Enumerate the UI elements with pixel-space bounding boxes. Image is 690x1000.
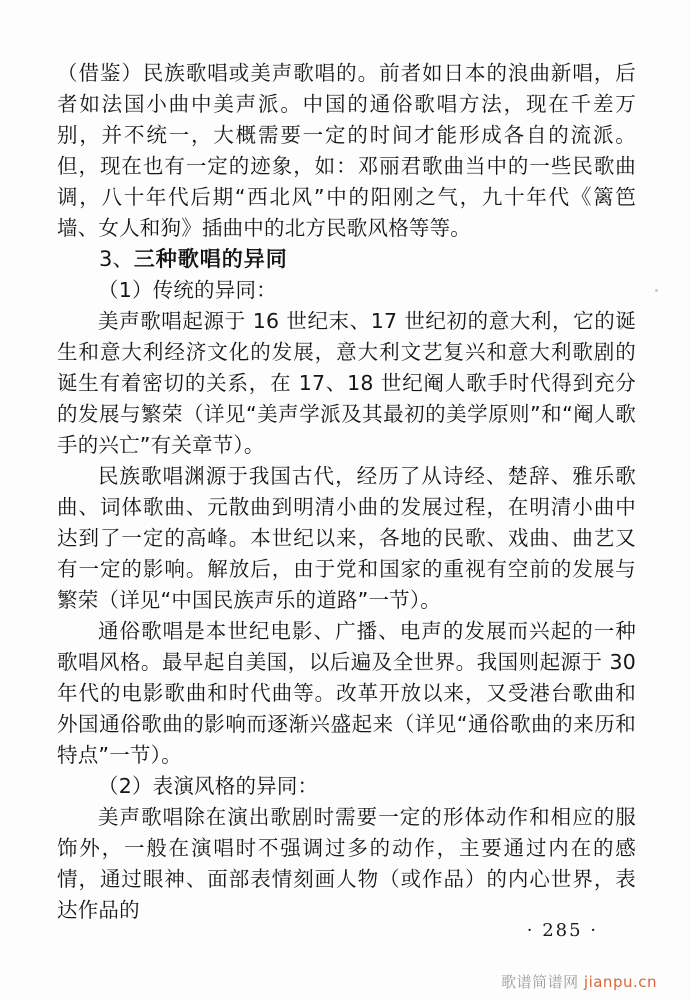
- subheading-tradition: （1）传统的异同：: [98, 278, 277, 302]
- paragraph-pop-singing: 通俗歌唱是本世纪电影、广播、电声的发展而兴起的一种歌唱风格。最早起自美国，以后遍及全世界。我国则起源于 30 年代的电影歌曲和时代曲等。改革开放以来，又受港台歌曲和外国通俗歌曲的影响而逐渐兴盛起来（详见“通俗歌曲的来历和特点”一节）。: [57, 619, 636, 767]
- page-number: · 285 ·: [526, 920, 598, 941]
- subheading-performance-style: （2）表演风格的异同：: [98, 774, 319, 798]
- scan-artifact-speck: [655, 289, 658, 292]
- section-heading-number: 3、: [99, 247, 134, 271]
- paragraph-intro-continuation: （借鉴）民族歌唱或美声歌唱的。前者如日本的浪曲新唱，后者如法国小曲中美声派。中国的通俗歌唱方法，现在千差万别，并不统一，大概需要一定的时间才能形成各自的流派。但，现在也有一定的迹象，如：邓丽君歌曲当中的一些民歌曲调，八十年代后期“西北风”中的阳刚之气，九十年代《篱笆墙、女人和狗》插曲中的北方民歌风格等等。: [57, 61, 636, 240]
- page-text-column: [57, 58, 636, 926]
- section-heading-title: 三种歌唱的异同: [133, 247, 288, 271]
- section-heading: [57, 244, 636, 275]
- paragraph-folk-singing: 民族歌唱渊源于我国古代，经历了从诗经、楚辞、雅乐歌曲、词体歌曲、元散曲到明清小曲的发展过程，在明清小曲中达到了一定的高峰。本世纪以来，各地的民歌、戏曲、曲艺又有一定的影响。解放后，由于党和国家的重视有空前的发展与繁荣（详见“中国民族声乐的道路”一节）。: [57, 464, 636, 612]
- watermark-site-name: 歌谱简谱网: [501, 973, 584, 991]
- watermark: [501, 971, 657, 992]
- paragraph-performance: 美声歌唱除在演出歌剧时需要一定的形体动作和相应的服饰外，一般在演唱时不强调过多的动作，主要通过内在的感情，通过眼神、面部表情刻画人物（或作品）的内心世界，表达作品的: [57, 805, 636, 922]
- paragraph-bel-canto: 美声歌唱起源于 16 世纪末、17 世纪初的意大利，它的诞生和意大利经济文化的发展，意大利文艺复兴和意大利歌剧的诞生有着密切的关系，在 17、18 世纪阉人歌手时代得到充分的发展与繁荣（详见“美声学派及其最初的美学原则”和“阉人歌手的兴亡”有关章节）。: [57, 309, 636, 457]
- watermark-site-url: jianpu.cn: [583, 973, 657, 991]
